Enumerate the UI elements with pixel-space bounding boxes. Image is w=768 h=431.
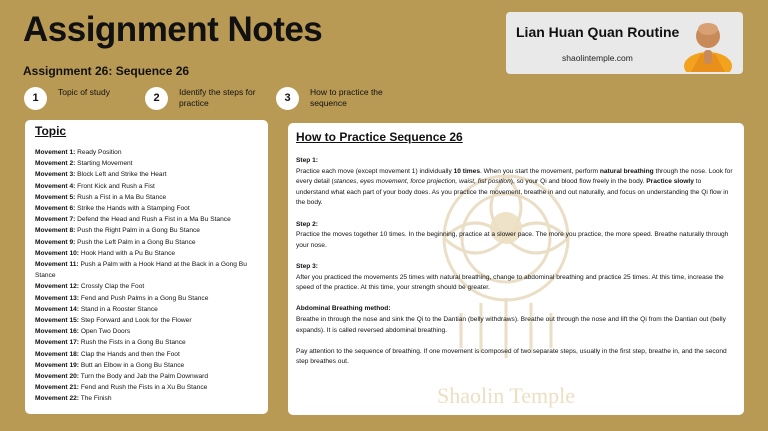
step-label: Topic of study (58, 87, 110, 97)
movement-item (35, 259, 261, 281)
step1-emphasis: 10 times (453, 167, 480, 175)
movement-label: Movement 8: (35, 227, 76, 235)
step1-emphasis: natural breathing (599, 167, 654, 175)
movement-item (35, 281, 261, 292)
movement-label: Movement 20: (35, 373, 79, 381)
movement-text: Rush the Fists in a Gong Bu Stance (80, 339, 186, 347)
movement-text: Ready Position (77, 149, 122, 156)
movement-label: Movement 17: (35, 339, 79, 347)
monk-avatar-icon (679, 14, 737, 72)
howto-heading: How to Practice Sequence 26 (296, 130, 463, 144)
movement-label: Movement 3: (35, 171, 76, 179)
movement-label: Movement 21: (35, 384, 79, 392)
movement-item (35, 192, 261, 203)
movement-label: Movement 7: (35, 216, 76, 224)
movement-text: Hook Hand with a Pu Bu Stance (80, 249, 176, 257)
step1-paragraph (296, 156, 736, 209)
topic-heading: Topic (35, 124, 67, 138)
movement-label: Movement 13: (35, 294, 79, 302)
step1-emphasis: Practice slowly (646, 178, 694, 186)
movement-text: Clap the Hands and then the Foot (80, 350, 180, 358)
step3-text: After you practiced the movements 25 times with natural breathing, change to abdominal breathing and practice 25 times. At this time, increase the speed of the practice. At this time, your strength should be greater. (296, 273, 724, 292)
movement-label: Movement 11: (35, 261, 79, 269)
page-title: Assignment Notes (23, 10, 323, 49)
step3-paragraph (296, 262, 736, 294)
movement-item (35, 360, 261, 371)
movement-item (35, 169, 261, 180)
movement-label: Movement 14: (35, 305, 79, 313)
movement-item (35, 315, 261, 326)
movement-label: Movement 1: (35, 149, 76, 156)
movement-item (35, 349, 261, 360)
movement-item (35, 304, 261, 315)
movement-text: Rush a Fist in a Ma Bu Stance (77, 193, 167, 201)
movement-text: Push the Left Palm in a Gong Bu Stance (77, 238, 196, 246)
step2-text: Practice the moves together 10 times. In the beginning, practice at a slower pace. The more you practice, the more speed. Breathe naturally through your nose. (296, 231, 729, 249)
movement-label: Movement 9: (35, 238, 76, 246)
movement-item (35, 147, 261, 158)
step2-paragraph (296, 220, 736, 252)
movement-label: Movement 5: (35, 193, 76, 201)
abdominal-paragraph (296, 304, 736, 336)
website-link[interactable]: shaolintemple.com (562, 53, 633, 63)
step2-heading: Step 2: (296, 220, 318, 228)
step1-text: Practice each move (except movement 1) individually (296, 167, 454, 175)
movement-text: Open Two Doors (80, 328, 131, 336)
movement-item (35, 237, 261, 248)
movement-label: Movement 19: (35, 361, 79, 369)
movement-item (35, 214, 261, 225)
step1-text: through the nose. Look for every detail ( (296, 167, 733, 186)
step3-heading: Step 3: (296, 262, 318, 270)
movement-text: Crossly Clap the Foot (80, 283, 145, 291)
movement-text: Front Kick and Rush a Fist (77, 182, 155, 190)
movement-item (35, 326, 261, 337)
movement-item (35, 337, 261, 348)
movement-text: Strike the Hands with a Stamping Foot (77, 205, 190, 213)
topic-card (25, 120, 268, 414)
movement-item (35, 293, 261, 304)
movement-list (35, 147, 261, 405)
step1-text: ), so your Qi and blood flow freely in the body. (510, 178, 647, 186)
step1-text: . When you start the movement, perform (480, 167, 600, 175)
movement-label: Movement 6: (35, 205, 76, 213)
step1-text: to understand what each part of your body does. As you practice the movement, breathe in and out naturally, and focus on understanding the Qi flow in the body. (296, 178, 729, 207)
movement-label: Movement 16: (35, 328, 79, 336)
movement-item (35, 203, 261, 214)
movement-label: Movement 10: (35, 249, 79, 257)
step-number-badge: 2 (145, 87, 168, 110)
movement-label: Movement 4: (35, 182, 76, 190)
movement-text: Push a Palm with a Hook Hand at the Back in a Gong Bu Stance (35, 261, 247, 280)
movement-item (35, 248, 261, 259)
step1-heading: Step 1: (296, 157, 318, 164)
routine-title: Lian Huan Quan Routine (516, 24, 680, 40)
abdominal-text: Breathe in through the nose and sink the Qi to the Dantian (belly withdraws). Breathe out through the nose and lift the Qi from the Dantian out (belly expands). It is called reversed abdominal breathing. (296, 315, 726, 334)
howto-card (288, 123, 744, 415)
movement-text: Fend and Rush the Fists in a Xu Bu Stance (80, 384, 208, 392)
brand-banner (506, 12, 743, 74)
steps-row (24, 86, 444, 112)
movement-item (35, 181, 261, 192)
movement-text: Butt an Elbow in a Gong Bu Stance (80, 361, 185, 369)
movement-text: The Finish (80, 395, 112, 403)
step-number-badge: 3 (276, 87, 299, 110)
movement-item (35, 158, 261, 169)
movement-text: Step Forward and Look for the Flower (80, 317, 192, 325)
watermark-text: Shaolin Temple (437, 383, 575, 408)
step-number-badge: 1 (24, 87, 47, 110)
movement-label: Movement 18: (35, 350, 79, 358)
movement-text: Turn the Body and Jab the Palm Downward (80, 373, 209, 381)
movement-item (35, 393, 261, 404)
movement-label: Movement 2: (35, 160, 76, 168)
step-label: How to practice the sequence (310, 87, 383, 108)
movement-text: Defend the Head and Rush a Fist in a Ma Bu Stance (77, 216, 231, 224)
movement-item (35, 225, 261, 236)
assignment-subtitle: Assignment 26: Sequence 26 (23, 64, 190, 78)
abdominal-heading: Abdominal Breathing method: (296, 305, 391, 313)
movement-item (35, 382, 261, 393)
movement-item (35, 371, 261, 382)
movement-label: Movement 15: (35, 317, 79, 325)
movement-text: Block Left and Strike the Heart (77, 171, 167, 179)
movement-text: Fend and Push Palms in a Gong Bu Stance (80, 294, 209, 302)
movement-label: Movement 22: (35, 395, 79, 403)
breathing-note: Pay attention to the sequence of breathing. If one movement is composed of two separate steps, usually in the first step, breathe in, and the second step breathes out. (296, 347, 727, 366)
movement-text: Starting Movement (77, 160, 133, 168)
step1-italic: stances, eyes movement, force projection, waist, fist position (333, 178, 511, 186)
step-label: Identify the steps for practice (179, 87, 256, 108)
movement-text: Stand in a Rooster Stance (80, 305, 158, 313)
howto-body (296, 156, 736, 378)
movement-label: Movement 12: (35, 283, 79, 291)
movement-text: Push the Right Palm in a Gong Bu Stance (77, 227, 200, 235)
